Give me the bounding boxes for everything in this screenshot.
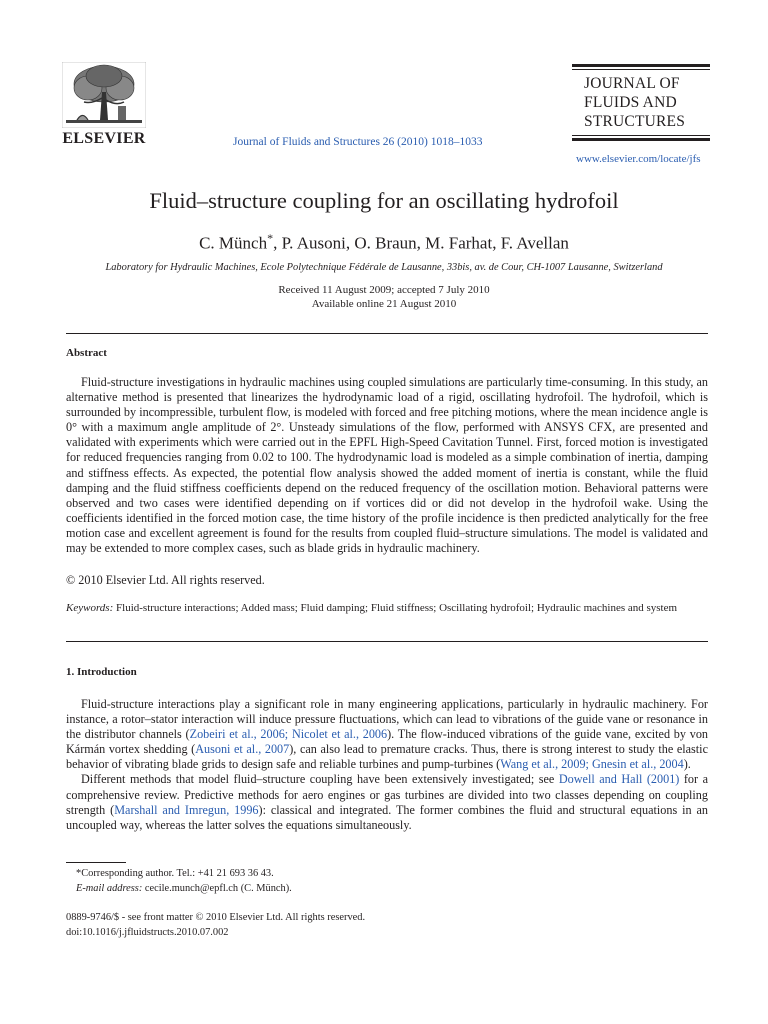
journal-title <box>572 70 710 133</box>
tree-icon <box>62 62 146 128</box>
email-label: E-mail address: <box>76 882 143 894</box>
journal-reference-link[interactable]: Journal of Fluids and Structures 26 (2010) 1018–1033 <box>233 136 483 148</box>
article-dates <box>0 283 768 311</box>
corresponding-author-marker[interactable]: * <box>267 231 274 245</box>
corresponding-author-note: *Corresponding author. Tel.: +41 21 693 36 43. <box>76 868 274 879</box>
available-date: Available online 21 August 2010 <box>311 298 457 310</box>
divider <box>66 641 708 642</box>
author-name: , P. Ausoni, O. Braun, M. Farhat, F. Avellan <box>273 233 569 253</box>
copyright-notice: © 2010 Elsevier Ltd. All rights reserved. <box>66 573 265 587</box>
text-run: for a comprehensive review. Predictive methods for aero engines or gas turbines are divided into two classes depending on coupling strength ( <box>66 772 708 817</box>
citation-link[interactable]: Wang et al., 2009; Gnesin et al., 2004 <box>500 757 684 772</box>
issn-line: 0889-9746/$ - see front matter © 2010 Elsevier Ltd. All rights reserved. <box>66 912 366 923</box>
journal-title-line: JOURNAL OF <box>584 75 680 92</box>
front-matter-footer <box>66 911 365 940</box>
author-name: C. Münch <box>199 233 268 253</box>
journal-title-block <box>572 64 710 143</box>
keywords-text: Fluid-structure interactions; Added mass; Fluid damping; Fluid stiffness; Oscillating hydrofoil; Hydraulic machines and system <box>113 602 678 614</box>
email-line <box>76 882 292 897</box>
journal-title-line: STRUCTURES <box>584 113 686 130</box>
text-run: ): classical and integrated. The former combines the fluid and structural equations in an uncoupled way, whereas the latter solves the equations simultaneously. <box>66 802 708 832</box>
section-heading: 1. Introduction <box>66 666 137 678</box>
doi-line[interactable]: doi:10.1016/j.jfluidstructs.2010.07.002 <box>66 926 229 938</box>
citation-link[interactable]: Ausoni et al., 2007 <box>195 742 290 757</box>
article-title: Fluid–structure coupling for an oscillating hydrofoil <box>149 188 619 213</box>
journal-title-line: FLUIDS AND <box>584 94 677 111</box>
citation-link[interactable]: Marshall and Imregun, 1996 <box>114 802 259 817</box>
keywords <box>66 601 708 615</box>
title-rule <box>572 138 710 141</box>
abstract-heading: Abstract <box>66 347 107 359</box>
author-list <box>0 231 768 254</box>
journal-url-link[interactable]: www.elsevier.com/locate/jfs <box>576 153 701 165</box>
footnote-rule <box>66 862 126 863</box>
title-rule <box>572 64 710 67</box>
elsevier-logo <box>62 62 146 150</box>
journal-header <box>0 0 768 170</box>
text-run: ), can also lead to premature cracks. Thus, there is strong interest to study the elastic behavior of vibrating blade grids to design safe and reliable turbines and pump-turbines ( <box>66 742 708 772</box>
citation-link[interactable]: Dowell and Hall (2001) <box>558 772 680 787</box>
abstract-body: Fluid-structure investigations in hydraulic machines using coupled simulations are particularly time-consuming. In this study, an alternative method is presented that linearizes the hydrodynamic load of a rigid, oscillating hydrofoil. The hydrofoil, which is surrounded by incompressible, turbulent flow, is modeled with forced and free pitching motions, where the mean incidence angle is 0° with a maximum angle amplitude of 2°. Unsteady simulations of the flow, performed with ANSYS CFX, are presented and validated with experiments which were carried out in the EPFL High-Speed Cavitation Tunnel. First, forced motion is investigated for reduced frequencies ranging from 0.02 to 100. The hydrodynamic load is modeled as a simple combination of inertia, damping and stiffness effects. As expected, the potential flow analysis showed the added moment of inertia is constant, while the fluid damping and the fluid stiffness coefficients depend on the reduced frequency of the oscillation motion. Behavioral patterns were observed and two cases were identified depending on if vortices did or did not develop in the hydrofoil wake. Using the coefficients identified in the forced motion case, the time history of the profile incidence is then predicted analytically for the free motion case and excellent agreement is found for the results from coupled fluid–structure simulations. The model is validated and may be extended to more complex cases, such as blade grids in hydraulic machinery. <box>66 375 708 556</box>
received-date: Received 11 August 2009; accepted 7 July 2010 <box>278 284 490 296</box>
text-run: ). <box>683 757 691 772</box>
citation-link[interactable]: Zobeiri et al., 2006; Nicolet et al., 2006 <box>189 727 388 742</box>
publisher-name: ELSEVIER <box>62 130 146 147</box>
text-run: ). The flow-induced vibrations of the guide vane, excited by von Kármán vortex shedding ( <box>66 727 709 757</box>
introduction-body <box>66 697 708 833</box>
divider <box>66 333 708 334</box>
affiliation: Laboratory for Hydraulic Machines, Ecole Polytechnique Fédérale de Lausanne, 33bis, av. de Cour, CH-1007 Lausanne, Switzerland <box>105 262 663 273</box>
text-run: Fluid-structure interactions play a significant role in many engineering applications, particularly in hydraulic machinery. For instance, a rotor–stator interaction will induce pressure fluctuations, which can lead to vibrations of the guide vane or resonance in the distributor channels ( <box>66 697 708 742</box>
keywords-label: Keywords: <box>66 602 114 614</box>
text-run: Different methods that model fluid–structure coupling have been extensively investigated; see <box>81 772 559 787</box>
paragraph <box>66 697 708 772</box>
footnote <box>76 867 292 896</box>
paragraph <box>66 772 708 832</box>
email-link[interactable]: cecile.munch@epfl.ch (C. Münch). <box>142 882 292 894</box>
title-rule <box>572 135 710 136</box>
